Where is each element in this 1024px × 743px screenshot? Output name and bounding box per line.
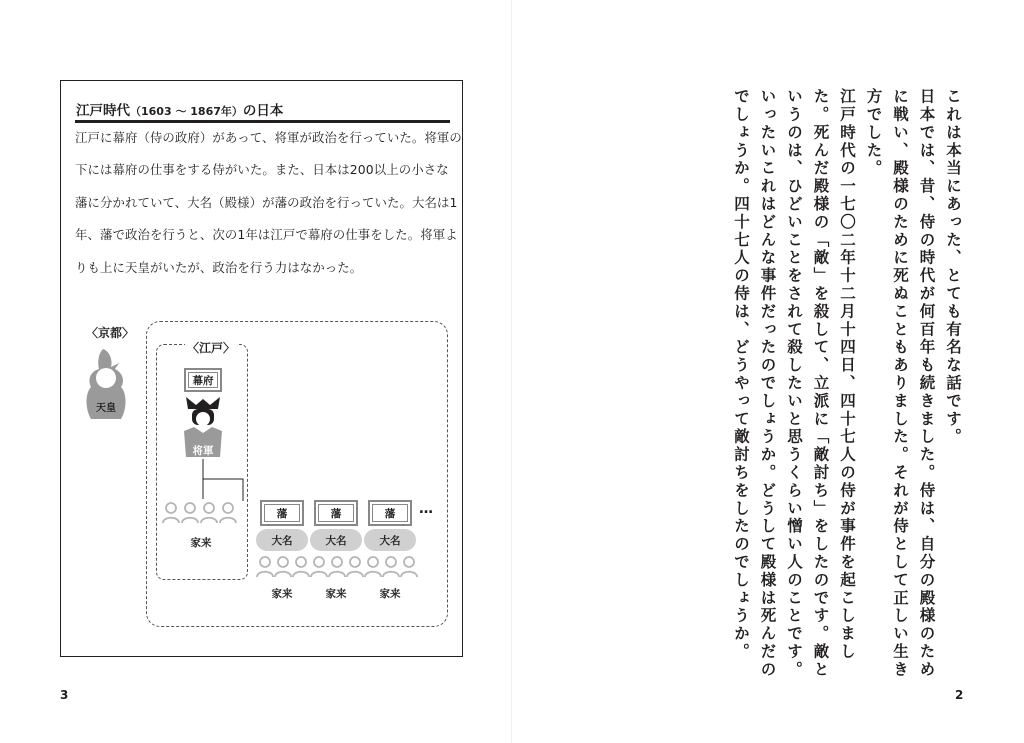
han-box: [368, 500, 412, 526]
box-paragraph: [75, 129, 462, 291]
daimyo-retainers-label: 家来: [379, 588, 401, 600]
paragraph-line: 江戸に幕府（侍の政府）があって、将軍が政治を行っていた。将軍の: [75, 130, 462, 145]
body-paragraph: 日本では、昔、侍の時代が何百年も続きました。侍は、自分の殿様のために戦い、殿様のために死ぬこともありました。それが侍として正しい生き方でした。: [864, 88, 937, 679]
paragraph-line: 年、藩で政治を行うと、次の1年は江戸で幕府の仕事をした。将軍よ: [75, 227, 458, 243]
daimyo-retainers-icon: [364, 555, 418, 579]
edo-label: 〈江戸〉: [187, 341, 236, 355]
bakufu-label: 幕府: [188, 372, 218, 388]
daimyo-retainers-label: 家来: [325, 588, 347, 600]
daimyo-badge: 大名: [310, 529, 362, 551]
info-box: [60, 80, 463, 657]
daimyo-retainers-label: 家来: [271, 588, 293, 600]
han-label: 藩: [318, 504, 354, 522]
daimyo-badge: 大名: [364, 529, 416, 551]
paragraph-line: 下には幕府の仕事をする侍がいた。また、日本は200以上の小さな: [75, 162, 449, 178]
paragraph-line: 藩に分かれていて、大名（殿様）が藩の政治を行っていた。大名は1: [75, 194, 458, 210]
title-suffix: の日本: [242, 103, 284, 119]
daimyo-retainers-icon: [256, 555, 310, 579]
body-paragraph: これは本当にあった、とても有名な話です。: [944, 88, 963, 446]
title-rule: [75, 120, 450, 123]
kyoto-label: 〈京都〉: [86, 326, 135, 340]
page-number-left: 3: [60, 688, 69, 702]
emperor-label: 天皇: [96, 403, 116, 414]
page-number-right: 2: [955, 688, 964, 702]
daimyo-retainers-icon: [310, 555, 364, 579]
body-paragraph: いったいこれはどんな事件だったのでしょうか。どうして殿様は死んだのでしょうか。四十七人の侍は、どうやって敵討ちをしたのでしょうか。: [732, 88, 778, 679]
bakufu-box: [184, 368, 222, 392]
body-paragraph: 江戸時代の一七〇二年十二月十四日、四十七人の侍が事件を起こしました。死んだ殿様の「敵」を殺して、立派に「敵討ち」をしたのです。敵というのは、ひどいことをされて殺したいと思うくらい憎い人のことです。: [785, 88, 857, 679]
daimyo-badge: 大名: [256, 529, 308, 551]
more-han-ellipsis: …: [419, 501, 434, 517]
title-era: 江戸時代: [76, 103, 130, 119]
spread-gutter: [511, 0, 512, 743]
paragraph-line: りも上に天皇がいたが、政治を行う力はなかった。: [75, 259, 363, 275]
box-title: [76, 99, 283, 119]
vertical-body-text: [728, 88, 967, 688]
han-box: [260, 500, 304, 526]
title-years: （1603 ～ 1867年）: [130, 105, 243, 118]
han-label: 藩: [372, 504, 408, 522]
han-label: 藩: [264, 504, 300, 522]
shogun-retainers-label: 家来: [190, 537, 212, 549]
han-box: [314, 500, 358, 526]
shogun-retainers-icon: [161, 501, 239, 525]
shogun-label: 将軍: [192, 445, 214, 457]
